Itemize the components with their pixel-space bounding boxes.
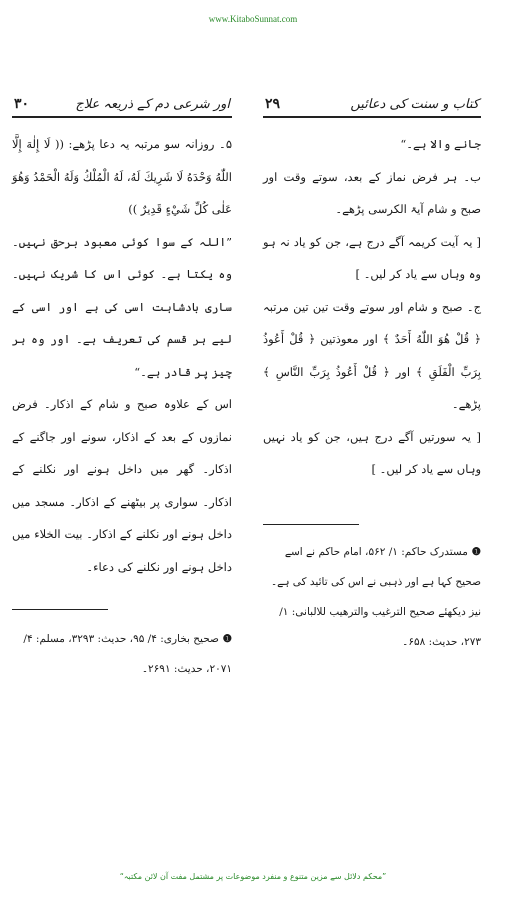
right-paragraph-5: [ یہ سورتیں آگے درج ہیں، جن کو یاد نہیں وہاں سے یاد کر لیں۔ ] <box>263 429 481 476</box>
left-paragraph-2: ”اللہ کے سوا کوئی معبود برحق نہیں۔ وہ یکتا ہے۔ کوئی اس کا شریک نہیں۔ ساری بادشاہت اسی کی ہے اور اسی کے لیے ہر قسم کی تعریف ہے۔ اور وہ ہر چیز پر قادر ہے۔“ <box>12 234 232 379</box>
left-footnote-1-text: صحیح بخاری: ۴/ ۹۵، حدیث: ۳۲۹۳، مسلم: ۴/ ۲۰۷۱، حدیث: ۲۶۹۱۔ <box>23 633 232 675</box>
right-header-rule <box>263 116 481 118</box>
left-page <box>12 92 232 684</box>
right-body-text <box>263 128 481 486</box>
left-footnotes <box>12 624 232 684</box>
library-tagline: ”محکم دلائل سے مزین متنوع و منفرد موضوعات پر مشتمل مفت آن لائن مکتبہ“ <box>119 872 387 881</box>
right-footnote-1-text: مستدرک حاکم: ۱/ ۵۶۲، امام حاکم نے اسے صحیح کہا ہے اور ذہبی نے اس کی تائید کی ہے۔ نیز دیکھئے صحیح الترغیب والترهیب للالبانی: ۱/ ۲۷۳، حدیث: ۶۵۸۔ <box>271 545 481 648</box>
right-paragraph-4: ج۔ صبح و شام اور سوتے وقت تین تین مرتبہ ﴿ قُلْ هُوَ اللّٰهُ أَحَدٌ ﴾ اور معوذتین ﴿ قُلْ أَعُوذُ بِرَبِّ الْفَلَقِ ﴾ اور ﴿ قُلْ أَعُوذُ بِرَبِّ النَّاسِ ﴾ پڑھے۔ <box>263 299 481 411</box>
left-header-rule <box>12 116 232 118</box>
site-link[interactable]: www.KitaboSunnat.com <box>208 14 298 24</box>
left-body-text <box>12 128 232 583</box>
left-footnote-1 <box>12 624 232 684</box>
left-paragraph-3: اس کے علاوہ صبح و شام کے اذکار۔ فرض نمازوں کے بعد کے اذکار، سونے اور جاگنے کے اذکار۔ گھر میں داخل ہونے اور نکلنے کے اذکار۔ سواری پر بیٹھنے کے اذکار۔ مسجد میں داخل ہونے اور نکلنے کے اذکار۔ بیت الخلاء میں داخل ہونے اور نکلنے کی دعاء۔ <box>12 397 232 574</box>
right-footnote-1 <box>263 537 481 657</box>
left-page-number: ۳۰ <box>14 96 30 112</box>
right-page-number: ۲۹ <box>265 96 281 112</box>
right-paragraph-2: ب۔ ہر فرض نماز کے بعد، سوتے وقت اور صبح و شام آیۃ الکرسی پڑھے۔ <box>263 169 481 216</box>
left-header-title: اور شرعی دم کے ذریعہ علاج <box>75 97 230 112</box>
right-paragraph-1: جانے والا ہے۔“ <box>400 137 481 151</box>
right-page-header <box>263 92 481 116</box>
right-footnotes <box>263 537 481 657</box>
footnote-marker: ❶ <box>218 633 232 645</box>
left-page-header <box>12 92 232 116</box>
right-page <box>263 92 481 657</box>
right-paragraph-3: [ یہ آیت کریمہ آگے درج ہے، جن کو یاد نہ ہو وہ وہاں سے یاد کر لیں۔ ] <box>263 234 481 281</box>
left-paragraph-1: ۵۔ روزانہ سو مرتبہ یہ دعا پڑھے: (( لَا إِلٰهَ إِلَّا اللّٰهُ وَحْدَهُ لَا شَرِيكَ لَهُ، لَهُ الْمُلْكُ وَلَهُ الْحَمْدُ وَهُوَ عَلٰى كُلِّ شَيْءٍ قَدِيرٌ )) <box>12 137 232 216</box>
footnote-marker: ❶ <box>467 545 481 558</box>
right-header-title: کتاب و سنت کی دعائیں <box>350 97 479 112</box>
